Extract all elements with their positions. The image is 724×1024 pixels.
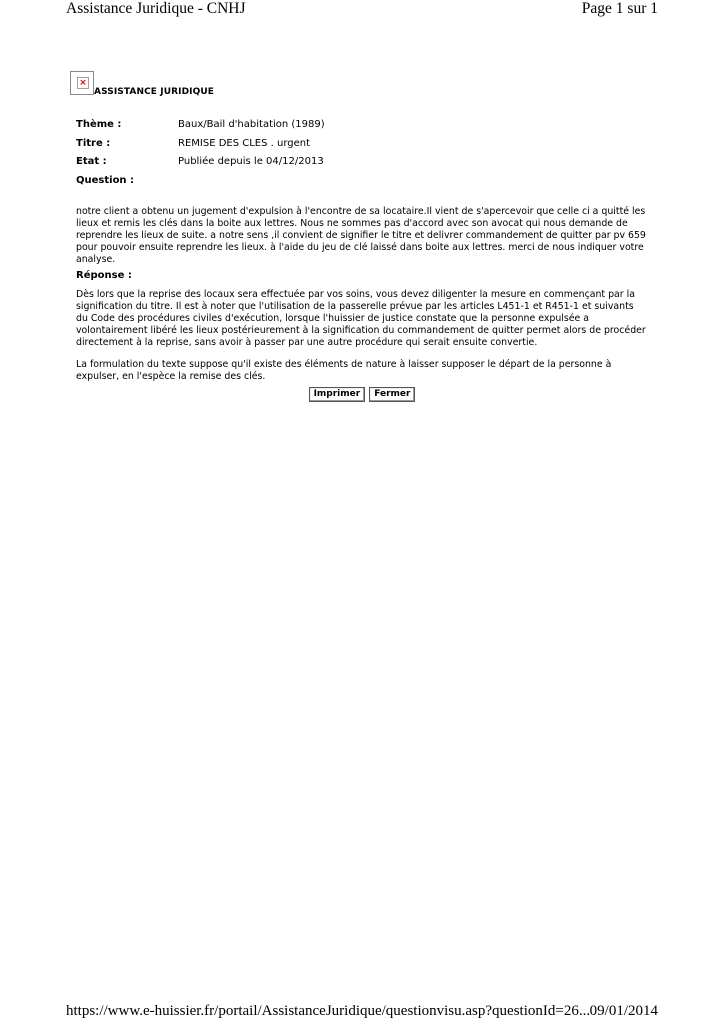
reponse-text-1: Dès lors que la reprise des locaux sera effectuée par vos soins, vous devez diligenter la mesure en commençant par la signification du titre. Il est à noter que l'utilisation de la passerelle prévue par les articles L451-1 et R451-1 et suivants du Code des procédures civiles d'exécution, lorsque l'huissier de justice constate que la personne expulsée a volontairement libéré les lieux postérieurement à la signification du commandement de quitter permet alors de procéder directement à la reprise, sans avoir à passer par une autre procédure qui serait ensuite convertie. [76,289,646,348]
theme-value: Baux/Bail d'habitation (1989) [178,119,325,130]
reponse-label: Réponse : [76,270,132,281]
etat-value: Publiée depuis le 04/12/2013 [178,156,324,167]
print-date: 09/01/2014 [589,1003,658,1019]
broken-image-icon: × [70,71,94,95]
etat-label: Etat : [76,156,107,167]
document-title: Assistance Juridique - CNHJ [66,0,246,17]
theme-label: Thème : [76,119,122,130]
titre-label: Titre : [76,138,111,149]
page-url: https://www.e-huissier.fr/portail/AssistanceJuridique/questionvisu.asp?questionId=26... [66,1003,591,1019]
titre-value: REMISE DES CLES . urgent [178,138,311,149]
question-text: notre client a obtenu un jugement d'expulsion à l'encontre de sa locataire.Il vient de s'apercevoir que celle ci a quitté les lieux et remis les clés dans la boite aux lettres. Nous ne sommes pas d'accord avec son avocat qui nous demande de reprendre les lieux de suite. a notre sens ,il convient de signifier le titre et delivrer commandement de quitter par pv 659 pour pouvoir ensuite reprendre les lieux. à l'aide du jeu de clé laissé dans boite aux lettres. merci de nous indiquer votre analyse. [76,206,646,265]
action-buttons [0,387,724,402]
page-number: Page 1 sur 1 [581,0,658,17]
reponse-text-2: La formulation du texte suppose qu'il existe des éléments de nature à laisser supposer le départ de la personne à expulser, en l'espèce la remise des clés. [76,359,612,382]
site-title: ASSISTANCE JURIDIQUE [94,87,215,97]
question-label: Question : [76,175,135,186]
print-button[interactable]: Imprimer [309,387,366,402]
print-header [66,0,658,20]
close-button[interactable]: Fermer [369,387,415,402]
print-footer [66,1002,658,1024]
